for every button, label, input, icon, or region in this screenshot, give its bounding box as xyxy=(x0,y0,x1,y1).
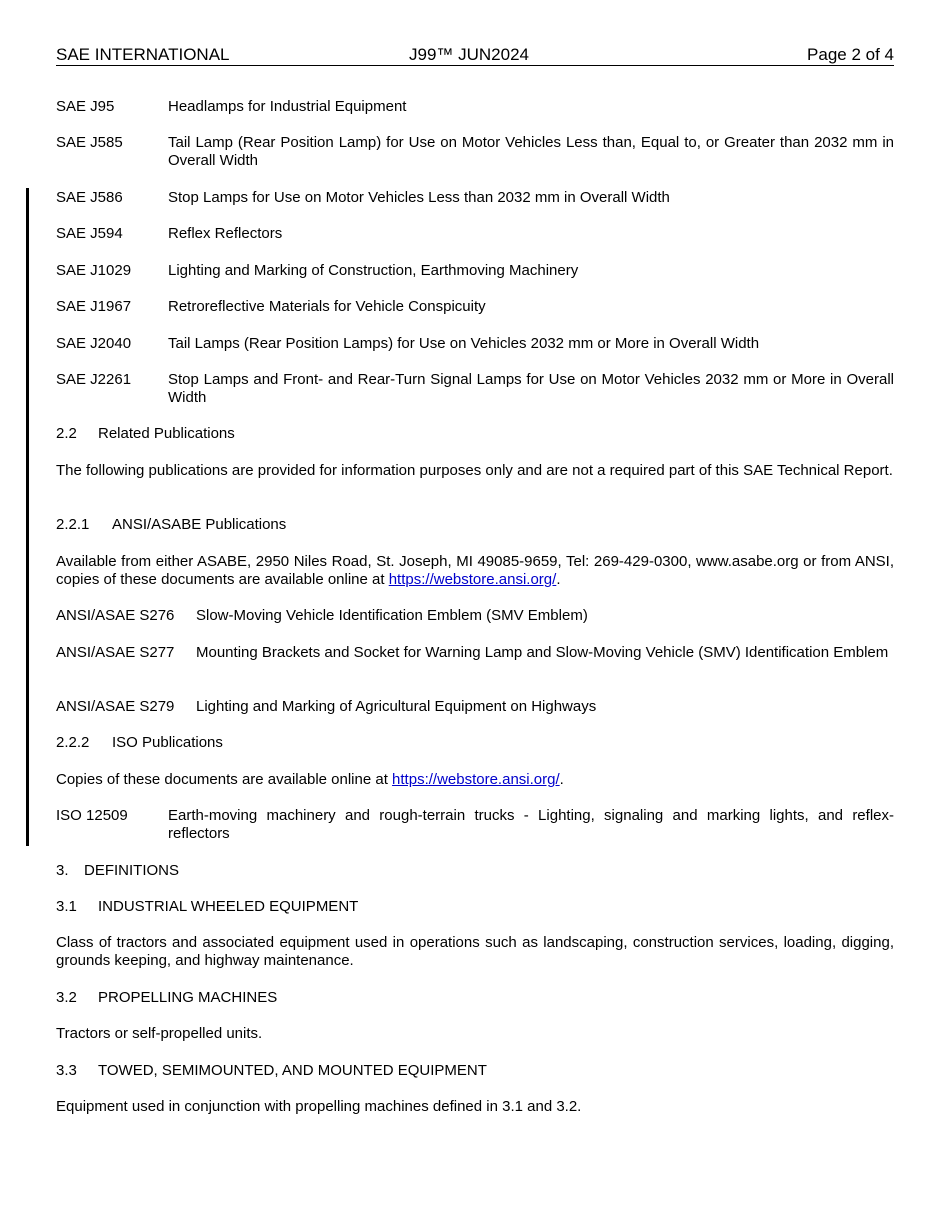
reference-item xyxy=(56,371,894,407)
section-heading-3-1 xyxy=(56,898,358,916)
reference-item xyxy=(56,262,894,280)
section-heading-2-2-1 xyxy=(56,516,286,534)
reference-title: Reflex Reflectors xyxy=(168,225,283,242)
reference-title: Retroreflective Materials for Vehicle Conspicuity xyxy=(168,298,486,315)
reference-code: SAE J586 xyxy=(56,189,123,206)
section-paragraph: The following publications are provided for information purposes only and are not a required part of this SAE Technical Report. xyxy=(56,462,893,479)
section-number: 3. xyxy=(56,862,69,879)
section-title: PROPELLING MACHINES xyxy=(98,989,278,1006)
section-paragraph: Equipment used in conjunction with propelling machines defined in 3.1 and 3.2. xyxy=(56,1098,582,1115)
reference-title: Lighting and Marking of Agricultural Equipment on Highways xyxy=(196,698,597,715)
section-number: 3.2 xyxy=(56,989,77,1006)
page-header xyxy=(56,45,894,66)
header-page-number: Page 2 of 4 xyxy=(807,45,894,64)
reference-title: Tail Lamps (Rear Position Lamps) for Use on Vehicles 2032 mm or More in Overall Width xyxy=(168,335,760,352)
reference-title: Stop Lamps and Front- and Rear-Turn Signal Lamps for Use on Motor Vehicles 2032 mm or More in Overall Width xyxy=(168,371,894,406)
reference-code: ANSI/ASAE S276 xyxy=(56,607,175,624)
paragraph-text-end: . xyxy=(556,571,561,588)
reference-code: SAE J1967 xyxy=(56,298,132,315)
revision-change-bar xyxy=(26,188,29,846)
paragraph-text: Copies of these documents are available online at xyxy=(56,771,393,788)
reference-item xyxy=(56,698,894,716)
section-title: TOWED, SEMIMOUNTED, AND MOUNTED EQUIPMENT xyxy=(98,1062,487,1079)
header-doc-id: J99™ JUN2024 xyxy=(409,45,530,64)
reference-code: SAE J2261 xyxy=(56,371,132,388)
reference-title: Mounting Brackets and Socket for Warning Lamp and Slow-Moving Vehicle (SMV) Identification Emblem xyxy=(196,644,889,661)
section-title: DEFINITIONS xyxy=(84,862,180,879)
reference-item xyxy=(56,644,894,662)
reference-title: Tail Lamp (Rear Position Lamp) for Use on Motor Vehicles Less than, Equal to, or Greater than 2032 mm in Overall Width xyxy=(168,134,894,169)
header-org: SAE INTERNATIONAL xyxy=(56,45,230,64)
paragraph-text: Available from either ASABE, 2950 Niles Road, St. Joseph, MI 49085-9659, Tel: 269-429-0300, www.asabe.org or from ANSI, copies of these documents are available online at xyxy=(56,553,894,588)
reference-title: Lighting and Marking of Construction, Earthmoving Machinery xyxy=(168,262,579,279)
section-heading-2-2 xyxy=(56,425,235,443)
reference-code: SAE J594 xyxy=(56,225,123,242)
reference-title: Stop Lamps for Use on Motor Vehicles Less than 2032 mm in Overall Width xyxy=(168,189,670,206)
reference-code: ANSI/ASAE S277 xyxy=(56,644,175,661)
section-paragraph: Class of tractors and associated equipment used in operations such as landscaping, construction services, loading, digging, grounds keeping, and highway maintenance. xyxy=(56,934,894,969)
reference-title: Earth-moving machinery and rough-terrain trucks - Lighting, signaling and marking lights, and reflex-reflectors xyxy=(168,807,894,842)
reference-code: SAE J95 xyxy=(56,98,115,115)
reference-item xyxy=(56,98,894,116)
reference-code: SAE J1029 xyxy=(56,262,132,279)
section-title: INDUSTRIAL WHEELED EQUIPMENT xyxy=(98,898,359,915)
section-heading-3 xyxy=(56,862,179,880)
reference-item xyxy=(56,807,894,843)
section-heading-2-2-2 xyxy=(56,734,223,752)
reference-code: ANSI/ASAE S279 xyxy=(56,698,175,715)
reference-item xyxy=(56,298,894,316)
section-number: 3.3 xyxy=(56,1062,77,1079)
reference-item xyxy=(56,607,894,625)
section-paragraph xyxy=(56,771,894,789)
section-number: 2.2.1 xyxy=(56,516,90,533)
section-title: Related Publications xyxy=(98,425,235,442)
reference-item xyxy=(56,225,894,243)
section-number: 2.2.2 xyxy=(56,734,90,751)
paragraph-text-end: . xyxy=(559,771,564,788)
section-paragraph: Tractors or self-propelled units. xyxy=(56,1025,263,1042)
ansi-webstore-link[interactable]: https://webstore.ansi.org/ xyxy=(392,771,560,788)
section-number: 2.2 xyxy=(56,425,77,442)
section-heading-3-2 xyxy=(56,989,277,1007)
section-heading-3-3 xyxy=(56,1062,487,1080)
section-title: ANSI/ASABE Publications xyxy=(112,516,287,533)
reference-title: Headlamps for Industrial Equipment xyxy=(168,98,407,115)
section-number: 3.1 xyxy=(56,898,77,915)
reference-item xyxy=(56,335,894,353)
section-paragraph xyxy=(56,553,894,589)
reference-item xyxy=(56,189,894,207)
reference-item xyxy=(56,134,894,170)
reference-code: SAE J2040 xyxy=(56,335,132,352)
reference-code: ISO 12509 xyxy=(56,807,128,824)
ansi-webstore-link[interactable]: https://webstore.ansi.org/ xyxy=(388,571,557,588)
reference-code: SAE J585 xyxy=(56,134,123,151)
section-title: ISO Publications xyxy=(112,734,223,751)
reference-title: Slow-Moving Vehicle Identification Emblem (SMV Emblem) xyxy=(196,607,588,624)
